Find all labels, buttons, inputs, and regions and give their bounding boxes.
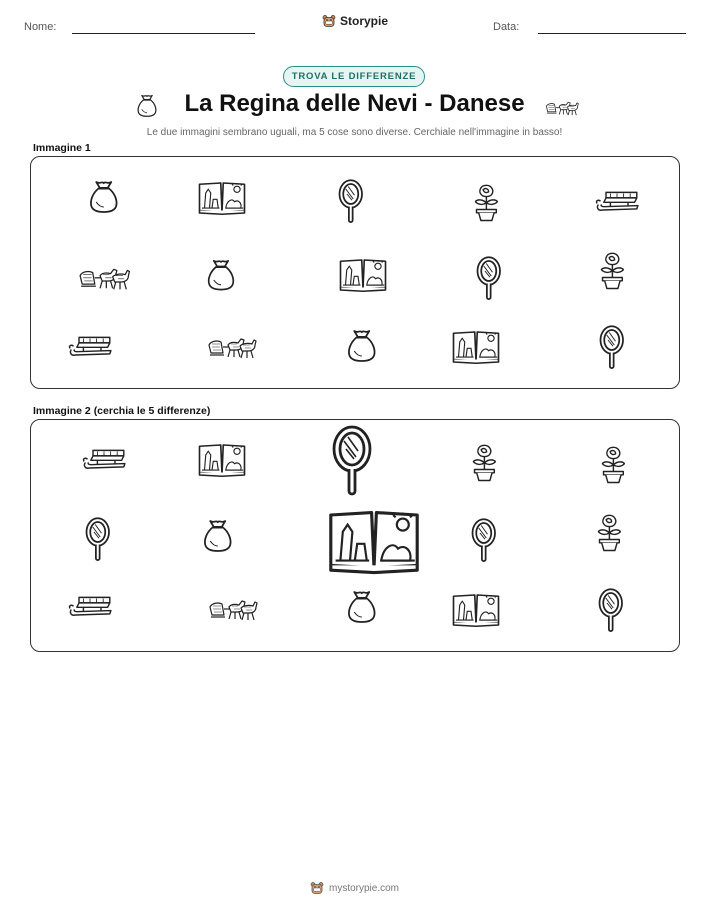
potted-rose-icon [471,182,502,222]
hand-mirror-icon [330,425,374,497]
brand-name: Storypie [340,14,389,28]
money-bag-icon [85,177,123,215]
image-1-sled-icon [68,333,112,359]
brand-logo [322,14,388,28]
potted-rose-icon [469,442,500,482]
hand-mirror-icon [598,325,626,370]
potted-rose-icon [598,444,629,484]
sled-icon [595,188,639,214]
hand-mirror-icon [84,517,112,562]
image-2-hand-mirror-icon[interactable] [470,518,498,563]
date-field[interactable] [538,33,686,34]
image-2-horse-sleigh-icon[interactable] [208,593,258,623]
image-2-picture-book-icon[interactable] [197,440,247,478]
image-1-horse-sleigh-icon [207,331,257,361]
picture-book-icon [326,503,422,575]
potted-rose-icon [597,250,628,290]
hand-mirror-icon [475,256,503,301]
sled-icon [68,333,112,359]
name-field[interactable] [72,33,255,34]
name-label: Nome: [24,21,57,33]
potted-rose-icon [594,512,625,552]
sled-icon [68,593,112,619]
picture-book-icon [451,327,501,365]
image-2-money-bag-icon[interactable] [343,587,381,625]
money-bag-icon [343,587,381,625]
image-1-picture-book-icon [338,255,388,293]
image-1-sled-icon [595,188,639,214]
image-1-money-bag-icon [203,256,239,292]
money-bag-icon [199,516,237,554]
image-1-hand-mirror-icon [598,325,626,370]
horse-sleigh-icon [207,331,257,361]
image-2-picture-book-icon[interactable] [326,503,422,575]
hand-mirror-icon [337,179,365,224]
picture-book-icon [197,178,247,216]
image-2-potted-rose-icon[interactable] [594,512,625,552]
instructions: Le due immagini sembrano uguali, ma 5 cose sono diverse. Cerchiale nell'immagine in basso! [146,127,563,138]
money-bag-icon [203,256,239,292]
date-label: Data: [493,21,520,33]
image-2-money-bag-icon[interactable] [199,516,237,554]
worksheet-type-badge: TROVA LE DIFFERENZE [283,66,425,87]
image-2-potted-rose-icon[interactable] [469,442,500,482]
image-1-hand-mirror-icon [475,256,503,301]
image-1-potted-rose-icon [597,250,628,290]
horse-sleigh-icon [78,261,131,293]
hand-mirror-icon [597,588,625,633]
image-1-label: Immagine 1 [33,142,91,154]
worksheet-title: La Regina delle Nevi - Danese [184,90,525,117]
image-2-sled-icon[interactable] [68,593,112,619]
image-1-picture-book-icon [451,327,501,365]
picture-book-icon [197,440,247,478]
footer-url[interactable]: mystorypie.com [328,882,399,894]
horse-sleigh-icon [208,593,258,623]
sled-icon [82,446,126,472]
image-2-hand-mirror-icon[interactable] [84,517,112,562]
hand-mirror-icon [470,518,498,563]
image-2-hand-mirror-icon[interactable] [597,588,625,633]
image-1-potted-rose-icon [471,182,502,222]
image-1-hand-mirror-icon [337,179,365,224]
bear-logo-icon [322,14,336,28]
picture-book-icon [338,255,388,293]
image-2-picture-book-icon[interactable] [451,590,501,628]
image-1-horse-sleigh-icon [78,261,131,293]
footer [0,881,709,895]
bear-logo-icon [310,881,324,895]
money-bag-icon [343,326,381,364]
image-1-picture-book-icon [197,178,247,216]
image-1-money-bag-icon [85,177,123,215]
picture-book-icon [451,590,501,628]
horse-sleigh-icon [545,96,579,118]
image-2-potted-rose-icon[interactable] [598,444,629,484]
image-1-money-bag-icon [343,326,381,364]
image-2-hand-mirror-icon[interactable] [330,425,374,497]
image-2-label: Immagine 2 (cerchia le 5 differenze) [33,405,211,417]
image-2-sled-icon[interactable] [82,446,126,472]
